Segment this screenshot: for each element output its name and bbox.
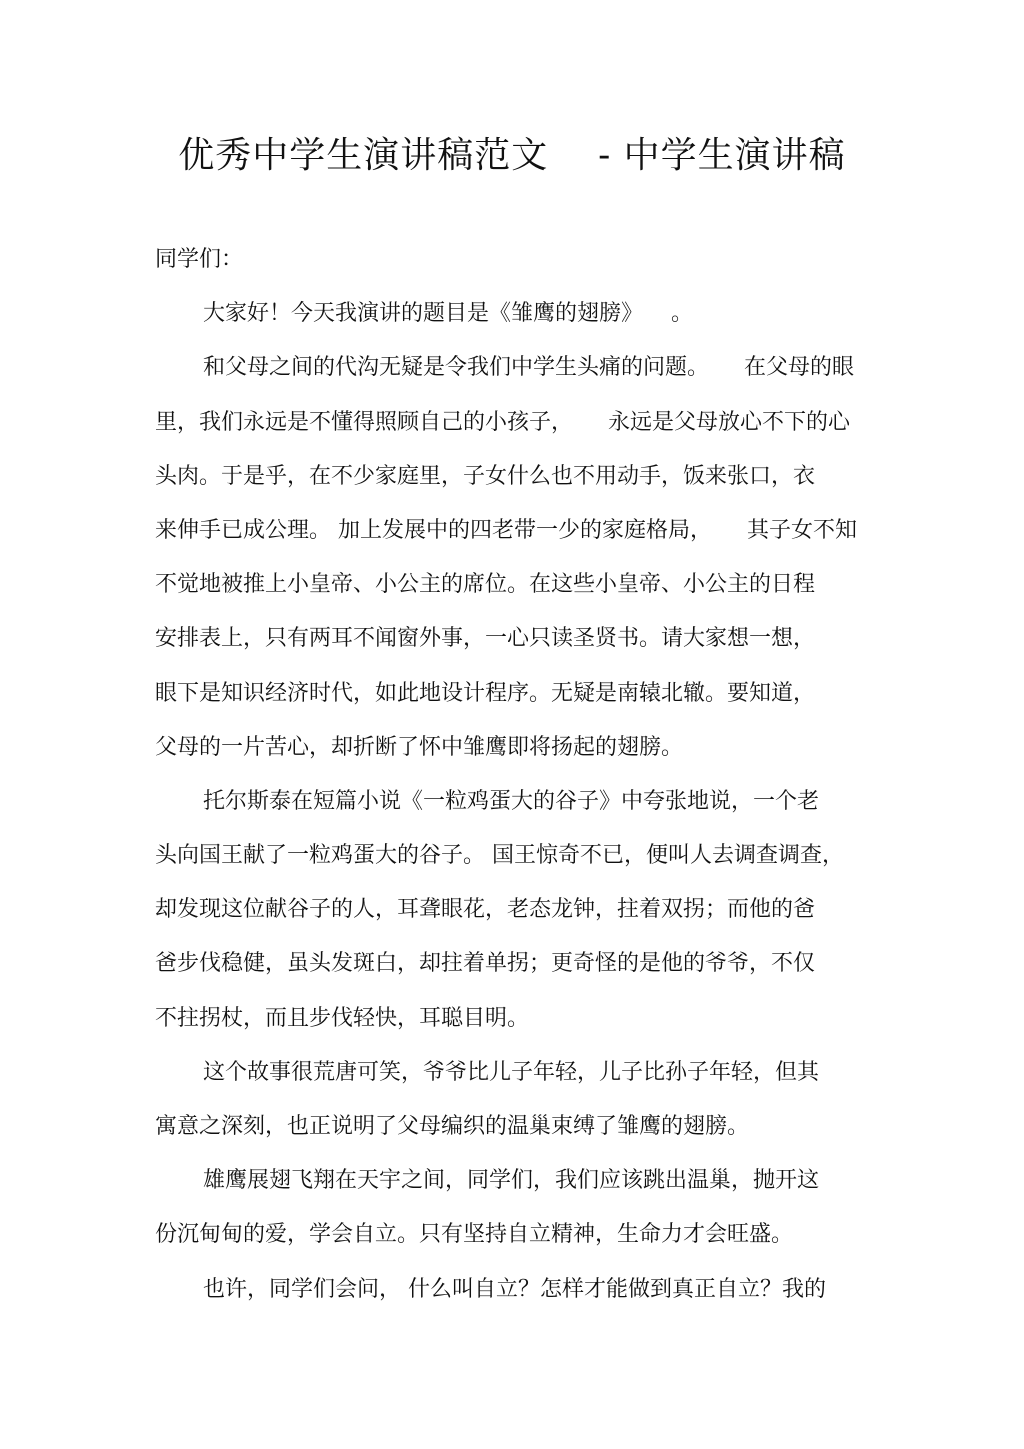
paragraph-line: 不拄拐杖，而且步伐轻快，耳聪目明。 — [155, 1005, 530, 1031]
paragraph-line: 份沉甸甸的爱，学会自立。只有坚持自立精神，生命力才会旺盛。 — [155, 1222, 794, 1248]
paragraph-line: 眼下是知识经济时代，如此地设计程序。无疑是南辕北辙。要知道， — [155, 680, 816, 706]
paragraph-line: 和父母之间的代沟无疑是令我们中学生头痛的问题。 在父母的眼 — [203, 355, 854, 381]
paragraph-line: 不觉地被推上小皇帝、小公主的席位。在这些小皇帝、小公主的日程 — [155, 572, 816, 598]
paragraph-line: 也许，同学们会问， 什么叫自立？怎样才能做到真正自立？我的 — [203, 1276, 826, 1302]
paragraph-line: 寓意之深刻，也正说明了父母编织的温巢束缚了雏鹰的翅膀。 — [155, 1114, 750, 1139]
paragraph-line: 来伸手已成公理。 加上发展中的四老带一少的家庭格局， 其子女不知 — [155, 517, 857, 543]
paragraph-line: 雄鹰展翅飞翔在天宇之间，同学们，我们应该跳出温巢，抛开这 — [203, 1168, 820, 1194]
paragraph-line: 这个故事很荒唐可笑，爷爷比儿子年轻，儿子比孙子年轻，但其 — [203, 1059, 820, 1085]
document-body — [155, 238, 875, 1322]
paragraph-line: 大家好！今天我演讲的题目是《雏鹰的翅膀》 。 — [203, 301, 693, 327]
document-title: 优秀中学生演讲稿范文 - 中学生演讲稿 — [178, 135, 846, 176]
paragraph-line: 里，我们永远是不懂得照顾自己的小孩子， 永远是父母放心不下的心 — [155, 409, 850, 435]
paragraph-line: 头肉。于是乎，在不少家庭里，子女什么也不用动手，饭来张口，衣 — [155, 463, 816, 489]
paragraph-line: 父母的一片苦心，却折断了怀中雏鹰即将扬起的翅膀。 — [155, 734, 684, 760]
greeting-line: 同学们： — [155, 247, 244, 272]
paragraph-line: 头向国王献了一粒鸡蛋大的谷子。 国王惊奇不已，便叫人去调查调查， — [155, 843, 844, 869]
paragraph-line: 托尔斯泰在短篇小说《一粒鸡蛋大的谷子》中夸张地说，一个老 — [203, 788, 820, 814]
paragraph-line: 爸步伐稳健，虽头发斑白，却拄着单拐；更奇怪的是他的爷爷，不仅 — [155, 951, 816, 977]
paragraph-line: 安排表上，只有两耳不闻窗外事，一心只读圣贤书。请大家想一想， — [155, 626, 816, 652]
paragraph-line: 却发现这位献谷子的人，耳聋眼花，老态龙钟，拄着双拐；而他的爸 — [155, 897, 816, 923]
